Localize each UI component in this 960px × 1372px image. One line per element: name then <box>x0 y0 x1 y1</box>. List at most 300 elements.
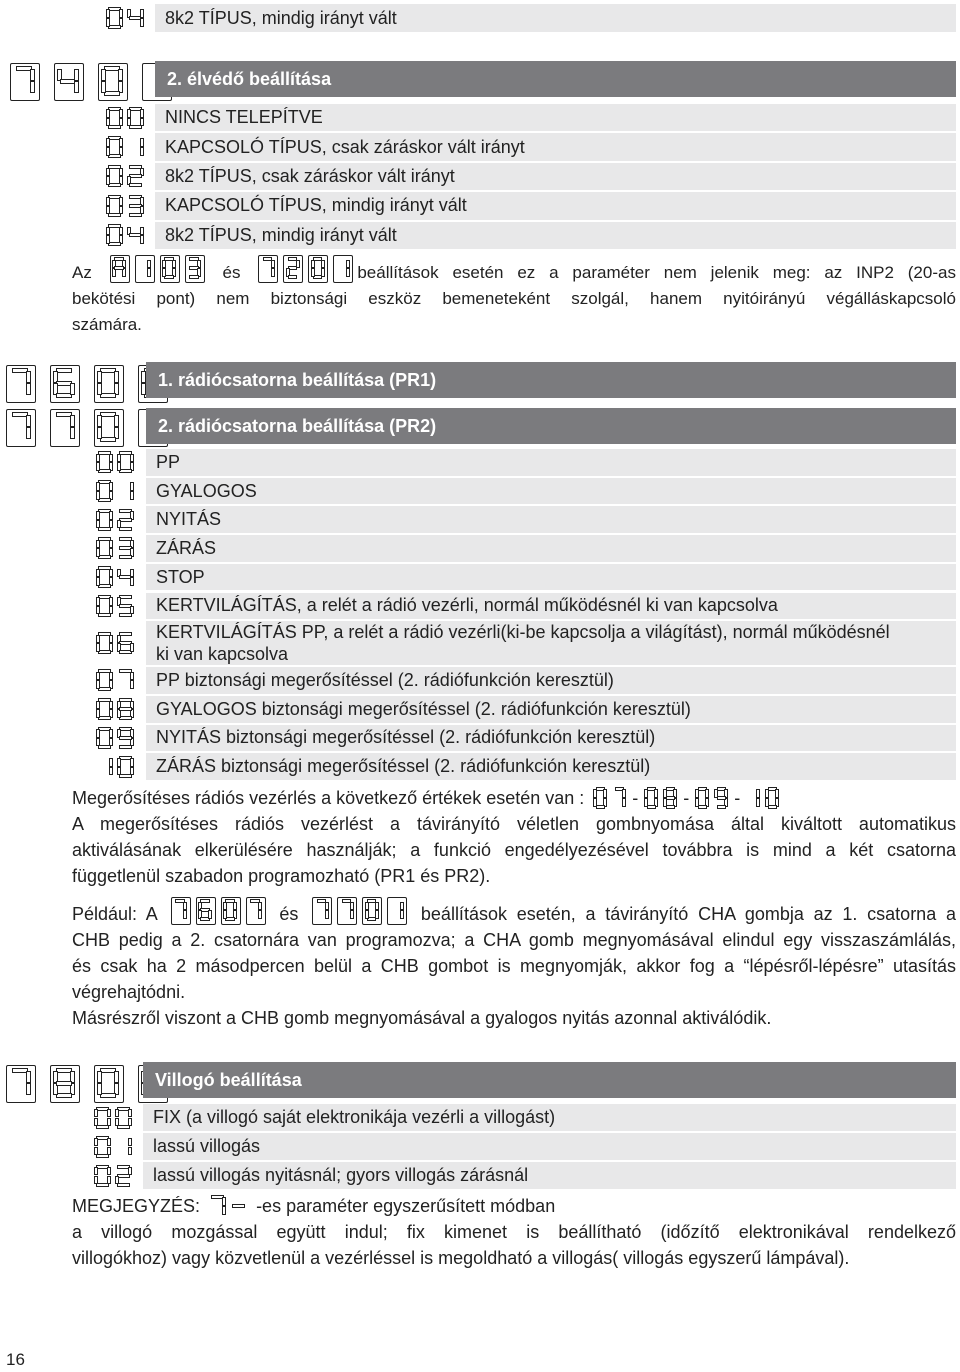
segment <box>97 371 102 383</box>
segment <box>130 680 134 689</box>
option-text: PP <box>156 451 181 472</box>
segment <box>756 798 760 807</box>
option-code <box>96 478 134 505</box>
seven-segment-digit <box>337 897 357 925</box>
seven-segment-digit <box>96 595 113 617</box>
segment <box>106 206 110 215</box>
option-code <box>96 564 134 591</box>
seven-segment-digit <box>117 669 134 691</box>
seven-segment-digit <box>714 787 728 809</box>
segment <box>96 672 100 681</box>
note-paragraph <box>72 255 956 338</box>
option-text: NYITÁS biztonsági megerősítéssel (2. rádiófunkción keresztül) <box>156 727 656 748</box>
segment <box>98 584 110 588</box>
segment <box>695 798 699 807</box>
segment <box>717 805 726 809</box>
option-text: lassú villogás nyitásnál; gyors villogás zárásnál <box>153 1165 529 1185</box>
option-text: KERTVILÁGÍTÁS, a relét a rádió vezérli, normál működésnél ki van kapcsolva <box>156 595 778 616</box>
seven-segment-digit <box>96 756 113 778</box>
segment <box>94 1109 98 1118</box>
seven-segment-digit <box>110 255 130 283</box>
option-row <box>146 725 956 752</box>
seven-segment-digit <box>106 195 123 217</box>
segment <box>119 527 131 531</box>
parameter-code <box>209 1195 247 1217</box>
option-row <box>155 222 956 249</box>
segment <box>26 427 31 439</box>
segment <box>30 81 35 93</box>
option-text: KAPCSOLÓ TÍPUS, mindig irányt vált <box>165 195 467 216</box>
segment <box>56 368 72 373</box>
segment <box>108 242 120 246</box>
seven-segment-digit <box>96 451 113 473</box>
segment <box>96 491 100 500</box>
segment <box>96 548 100 557</box>
section-header <box>146 362 956 398</box>
segment <box>119 9 123 18</box>
seven-segment-digit <box>94 365 124 403</box>
segment <box>100 1093 116 1098</box>
option-code <box>106 192 144 219</box>
segment <box>119 197 123 206</box>
segment <box>140 227 144 236</box>
confirm-code <box>746 787 779 809</box>
segment <box>117 454 121 463</box>
segment <box>115 1109 119 1118</box>
option-row <box>146 593 956 620</box>
segment <box>109 701 113 710</box>
seven-segment-digit <box>6 365 36 403</box>
segment <box>114 415 119 427</box>
segment <box>98 745 110 749</box>
option-row <box>146 667 956 694</box>
seven-segment-digit <box>106 165 123 187</box>
segment <box>97 1083 102 1095</box>
segment <box>644 798 648 807</box>
segment <box>96 606 100 615</box>
code-separator: - <box>632 788 639 808</box>
segment <box>98 469 110 473</box>
segment <box>400 902 404 911</box>
seven-segment-digit <box>10 63 40 101</box>
segment <box>100 393 116 398</box>
option-row <box>155 192 956 219</box>
segment <box>232 1204 244 1208</box>
segment <box>183 910 187 919</box>
segment <box>96 1125 108 1129</box>
seven-segment-digit <box>117 566 134 588</box>
option-code <box>106 222 144 249</box>
option-text-continued: ki van kapcsolva <box>156 644 289 665</box>
segment <box>130 569 134 578</box>
segment <box>109 540 113 549</box>
segment <box>106 9 110 18</box>
segment <box>96 729 100 738</box>
option-row <box>155 104 956 131</box>
segment <box>106 109 110 118</box>
segment <box>74 81 79 93</box>
seven-segment-digit <box>117 632 134 654</box>
seven-segment-digit <box>196 897 216 925</box>
segment <box>56 1081 72 1086</box>
segment <box>115 1118 119 1127</box>
segment <box>70 427 75 439</box>
segment <box>140 235 144 244</box>
segment <box>128 1138 132 1147</box>
option-text: ZÁRÁS biztonsági megerősítéssel (2. rádiófunkción keresztül) <box>156 756 651 777</box>
segment <box>106 176 110 185</box>
seven-segment-digit <box>612 787 626 809</box>
segment <box>119 613 131 617</box>
segment <box>109 454 113 463</box>
parameter-code <box>6 364 168 404</box>
seven-segment-digit <box>117 756 134 778</box>
section-header <box>146 408 956 444</box>
segment <box>119 595 131 599</box>
seven-segment-digit <box>362 897 382 925</box>
option-row <box>155 4 956 32</box>
segment <box>98 555 110 559</box>
seven-segment-digit <box>106 107 123 129</box>
segment <box>119 555 131 559</box>
segment <box>26 415 31 427</box>
segment <box>119 518 131 522</box>
segment <box>109 758 113 767</box>
segment <box>666 796 675 800</box>
seven-segment-digit <box>312 897 332 925</box>
option-text: GYALOGOS <box>156 480 257 501</box>
segment <box>130 643 134 652</box>
option-row <box>143 1104 956 1131</box>
segment <box>96 520 100 529</box>
segment <box>695 789 699 798</box>
segment <box>162 260 166 269</box>
segment <box>325 902 329 911</box>
segment <box>128 1109 132 1118</box>
segment <box>147 268 151 277</box>
segment <box>705 789 709 798</box>
segment <box>108 213 120 217</box>
seven-segment-digit <box>127 107 144 129</box>
seven-segment-digit <box>98 63 128 101</box>
segment <box>119 745 131 749</box>
segment <box>603 789 607 798</box>
segment <box>30 69 35 81</box>
segment <box>56 1093 72 1098</box>
segment <box>98 716 110 720</box>
segment <box>140 9 144 18</box>
option-text: 8k2 TÍPUS, mindig irányt vált <box>165 224 397 245</box>
seven-segment-digit <box>333 255 353 283</box>
option-code <box>106 104 144 131</box>
segment <box>172 260 176 269</box>
segment <box>97 383 102 395</box>
segment <box>350 902 354 911</box>
note-line-2: bekötési pont) nem biztonsági eszköz bemeneteként szolgál, hanem nyitóirányú végálláskapcsoló <box>72 289 956 308</box>
segment <box>117 1183 129 1187</box>
segment <box>311 260 315 269</box>
segment <box>375 902 379 911</box>
segment <box>109 767 113 776</box>
option-text: NINCS TELEPÍTVE <box>165 107 323 128</box>
option-row <box>146 621 956 665</box>
segment <box>98 498 110 502</box>
option-row <box>146 478 956 505</box>
option-row <box>146 506 956 533</box>
option-code <box>96 696 134 723</box>
seven-segment-digit <box>54 63 84 101</box>
segment <box>271 268 275 277</box>
segment <box>189 275 198 279</box>
segment <box>130 672 134 681</box>
option-row <box>143 1162 956 1189</box>
segment <box>130 454 134 463</box>
segment <box>127 109 131 118</box>
segment <box>74 69 79 81</box>
segment <box>593 798 597 807</box>
seven-segment-digit <box>96 480 113 502</box>
option-text: STOP <box>156 566 205 587</box>
segment <box>119 736 131 740</box>
seven-segment-digit <box>765 787 779 809</box>
segment <box>325 910 329 919</box>
segment <box>96 540 100 549</box>
segment <box>96 462 100 471</box>
seven-segment-digit <box>246 897 266 925</box>
segment <box>593 789 597 798</box>
segment <box>119 716 131 720</box>
seven-segment-digit <box>96 509 113 531</box>
option-code <box>96 621 134 665</box>
seven-segment-digit <box>695 787 709 809</box>
seven-segment-digit <box>746 787 760 809</box>
segment <box>147 260 151 269</box>
segment <box>350 910 354 919</box>
segment <box>223 902 227 911</box>
segment <box>101 69 106 81</box>
segment <box>70 383 75 395</box>
segment <box>94 1147 98 1156</box>
option-text: FIX (a villogó saját elektronikája vezérli a villogást) <box>153 1107 556 1127</box>
segment <box>130 577 134 586</box>
seven-segment-digit <box>230 1195 247 1217</box>
parameter-code <box>258 255 353 283</box>
segment <box>128 1147 132 1156</box>
segment <box>208 910 212 919</box>
seven-segment-digit <box>96 698 113 720</box>
segment <box>109 569 113 578</box>
segment <box>108 154 120 158</box>
seven-segment-digit <box>283 255 303 283</box>
note-line-1: Az és beállítások esetén ez a paraméter nem jelenik meg: az INP2 (20-as <box>72 255 956 286</box>
segment <box>107 1167 111 1176</box>
segment <box>96 597 100 606</box>
option-text: NYITÁS <box>156 509 222 530</box>
seven-segment-digit <box>94 1165 111 1187</box>
seven-segment-digit <box>115 1107 132 1129</box>
segment <box>96 709 100 718</box>
option-text: ZÁRÁS <box>156 537 217 558</box>
segment <box>97 427 102 439</box>
segment <box>98 527 110 531</box>
segment <box>654 789 658 798</box>
segment <box>129 174 141 178</box>
segment <box>288 275 297 279</box>
option-code <box>96 593 134 620</box>
option-code <box>96 667 134 694</box>
segment <box>233 902 237 911</box>
seven-segment-digit <box>96 566 113 588</box>
segment <box>98 650 110 654</box>
segment <box>108 125 120 129</box>
segment <box>96 701 100 710</box>
seven-segment-digit <box>94 1065 124 1103</box>
segment <box>775 789 779 798</box>
option-code <box>106 163 144 190</box>
segment <box>258 910 262 919</box>
seven-segment-digit <box>115 1165 132 1187</box>
segment <box>109 672 113 681</box>
segment <box>96 577 100 586</box>
segment <box>109 482 113 491</box>
segment <box>162 268 166 277</box>
segment <box>127 118 131 127</box>
option-code <box>96 725 134 752</box>
option-code <box>96 449 134 476</box>
seven-segment-digit <box>117 451 134 473</box>
segment <box>119 227 123 236</box>
seven-segment-digit <box>94 409 124 447</box>
option-row <box>143 1133 956 1160</box>
segment <box>140 147 144 156</box>
explanation-paragraph: A megerősítéses rádiós vezérlést a távirányító véletlen gombnyomása által kiváltott automatikus aktiválásának elkerülésére használják; a funkció engedélyezésével továbbra is mind a két csatorna függetlenül szabadon programozható (PR1 és PR2). <box>72 814 956 886</box>
segment <box>222 1197 226 1206</box>
option-row <box>146 535 956 562</box>
seven-segment-digit <box>663 787 677 809</box>
segment <box>101 81 106 93</box>
option-code <box>96 753 134 780</box>
seven-segment-digit <box>50 365 80 403</box>
segment <box>26 1083 31 1095</box>
segment <box>114 1071 119 1083</box>
section-title: 2. rádiócsatorna beállítása (PR2) <box>158 415 437 436</box>
segment <box>94 1167 98 1176</box>
seven-segment-digit <box>94 1136 111 1158</box>
example-paragraph: Például: A és beállítások esetén, a távirányító CHA gombja az 1. csatorna a CHB pedig a 2. csatornára van programozva; a CHA gomb megnyomásával elindul egy visszaszámlálás, és csak ha 2 másodpercen belül a CHB gombot is megnyomják, akkor fog a “lépésről-lépésre” utasítás végrehajtódni. Másrészről viszont a CHB gomb megnyomásával a gyalogos nyitás azonnal aktiválódik. <box>72 897 956 1031</box>
seven-segment-digit <box>127 224 144 246</box>
segment <box>107 1109 111 1118</box>
segment <box>70 415 75 427</box>
seven-segment-digit <box>135 255 155 283</box>
segment <box>106 138 110 147</box>
option-text: GYALOGOS biztonsági megerősítéssel (2. rádiófunkción keresztül) <box>156 698 691 719</box>
seven-segment-digit <box>106 224 123 246</box>
segment <box>109 597 113 606</box>
seven-segment-digit <box>127 195 144 217</box>
segment <box>258 902 262 911</box>
segment <box>311 268 315 277</box>
segment <box>106 118 110 127</box>
example-line-1: Például: A és beállítások esetén, a távirányító CHA gombja az 1. csatorna a <box>72 897 956 927</box>
note-paragraph: MEGJEGYZÉS: -es paraméter egyszerűsített módban a villogó mozgással együtt indul; fix kimenet is beállítható (időzítő elektronikával rendelkező villogókhoz) vagy közvetlenül a vezérléssel is megoldható a villogás( villogás egyszerű lámpával). <box>72 1193 956 1271</box>
option-code <box>94 1133 132 1160</box>
segment <box>106 18 110 27</box>
segment <box>223 910 227 919</box>
segment <box>108 183 120 187</box>
segment <box>140 109 144 118</box>
segment <box>118 69 123 81</box>
segment <box>622 789 626 798</box>
segment <box>96 454 100 463</box>
segment <box>765 798 769 807</box>
seven-segment-digit <box>117 595 134 617</box>
option-row <box>146 564 956 591</box>
seven-segment-digit <box>308 255 328 283</box>
segment <box>106 235 110 244</box>
seven-segment-digit <box>127 136 144 158</box>
section-title: Villogó beállítása <box>155 1069 302 1090</box>
segment <box>96 680 100 689</box>
segment <box>183 902 187 911</box>
parameter-code <box>10 62 172 102</box>
segment <box>109 635 113 644</box>
option-row <box>146 696 956 723</box>
section-title: 1. rádiócsatorna beállítása (PR1) <box>158 369 437 390</box>
confirm-code <box>593 787 626 809</box>
segment <box>96 1154 108 1158</box>
segment <box>119 632 131 636</box>
segment <box>129 125 141 129</box>
segment <box>94 1176 98 1185</box>
segment <box>94 1118 98 1127</box>
segment <box>106 227 110 236</box>
note-line-1: MEGJEGYZÉS: -es paraméter egyszerűsített módban <box>72 1196 556 1216</box>
segment <box>140 18 144 27</box>
segment <box>96 482 100 491</box>
seven-segment-digit <box>117 537 134 559</box>
segment <box>765 789 769 798</box>
segment <box>106 197 110 206</box>
segment <box>97 415 102 427</box>
segment <box>26 383 31 395</box>
parameter-code <box>312 897 407 925</box>
segment <box>119 168 123 177</box>
segment <box>717 796 726 800</box>
seven-segment-digit <box>6 1065 36 1103</box>
segment <box>130 758 134 767</box>
option-text: 8k2 TÍPUS, csak záráskor vált irányt <box>165 165 455 186</box>
option-text: KAPCSOLÓ TÍPUS, csak záráskor vált irányt <box>165 136 525 157</box>
segment <box>104 91 120 96</box>
segment <box>109 511 113 520</box>
segment <box>119 109 123 118</box>
seven-segment-digit <box>96 669 113 691</box>
segment <box>97 1071 102 1083</box>
segment <box>117 758 121 767</box>
segment <box>140 138 144 147</box>
seven-segment-digit <box>127 165 144 187</box>
seven-segment-digit <box>387 897 407 925</box>
segment <box>400 910 404 919</box>
seven-segment-digit <box>258 255 278 283</box>
segment <box>26 371 31 383</box>
option-row <box>146 753 956 780</box>
seven-segment-digit <box>209 1195 226 1217</box>
segment <box>117 1125 129 1129</box>
segment <box>756 789 760 798</box>
code-separator: - <box>734 788 741 808</box>
option-text: KERTVILÁGÍTÁS PP, a relét a rádió vezérli(ki-be kapcsolja a világítást), normál működésnél <box>156 622 890 643</box>
